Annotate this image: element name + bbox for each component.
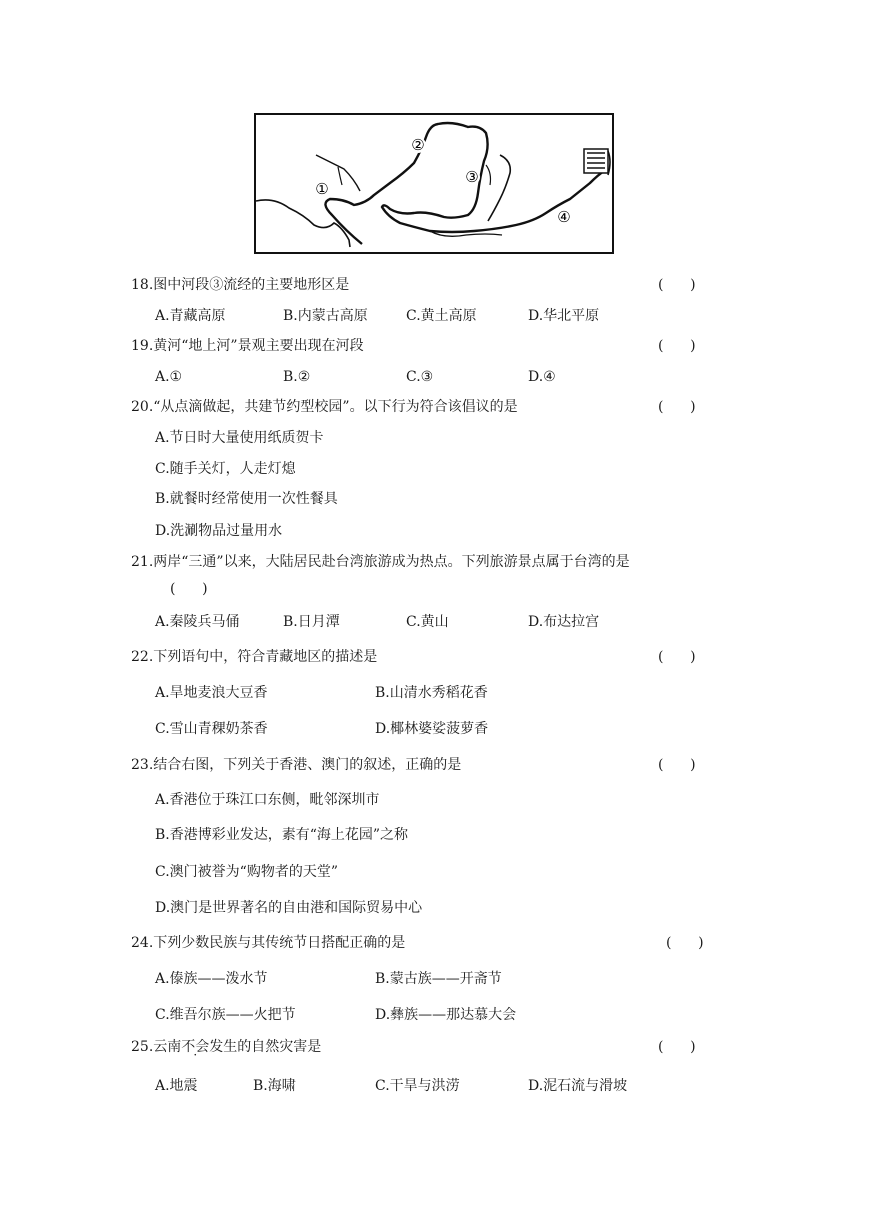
question-20-stem: 20.“从点滴做起，共建节约型校园”。以下行为符合该倡议的是 <box>131 399 518 415</box>
question-21-option-c: C.黄山 <box>406 614 449 630</box>
marker-1: ① <box>315 180 329 198</box>
question-22-option-a: A.旱地麦浪大豆香 <box>155 685 268 701</box>
question-24-option-c: C.维吾尔族——火把节 <box>155 1007 296 1023</box>
question-21-stem: 21.两岸“三通”以来，大陆居民赴台湾旅游成为热点。下列旅游景点属于台湾的是 <box>131 554 630 570</box>
question-24-stem: 24.下列少数民族与其传统节日搭配正确的是 <box>131 935 406 951</box>
question-24-answer-blank[interactable]: ( ) <box>666 935 704 951</box>
question-25-stem-a: 25.云南 <box>131 1039 182 1055</box>
question-18-option-b: B.内蒙古高原 <box>283 308 368 324</box>
marker-2: ② <box>411 136 425 154</box>
question-25-answer-blank[interactable]: ( ) <box>658 1039 696 1055</box>
question-25-option-d: D.泥石流与滑坡 <box>528 1078 628 1094</box>
question-20-option-a: A.节日时大量使用纸质贺卡 <box>155 430 324 446</box>
question-24-option-d: D.彝族——那达慕大会 <box>375 1007 517 1023</box>
question-20-option-b: B.就餐时经常使用一次性餐具 <box>155 491 338 507</box>
question-19-option-b: B.② <box>283 369 311 385</box>
question-22-answer-blank[interactable]: ( ) <box>658 649 696 665</box>
question-23-option-c: C.澳门被誉为“购物者的天堂” <box>155 864 338 880</box>
question-25-option-a: A.地震 <box>155 1078 198 1094</box>
question-25-stem <box>131 1038 321 1056</box>
question-22-option-c: C.雪山青稞奶茶香 <box>155 721 268 737</box>
marker-3: ③ <box>465 168 479 186</box>
question-18-option-d: D.华北平原 <box>528 308 600 324</box>
question-19-option-d: D.④ <box>528 369 556 385</box>
question-25-stem-c: 发生的自然灾害是 <box>209 1039 322 1055</box>
yellow-river-map <box>254 113 614 254</box>
question-22-option-d: D.椰林婆娑菠萝香 <box>375 721 489 737</box>
question-20-option-d: D.洗涮物品过量用水 <box>155 523 283 539</box>
question-18-option-a: A.青藏高原 <box>155 308 226 324</box>
question-23-option-d: D.澳门是世界著名的自由港和国际贸易中心 <box>155 900 423 916</box>
yellow-river-map-svg <box>254 113 614 254</box>
question-19-stem: 19.黄河“地上河”景观主要出现在河段 <box>131 338 364 354</box>
question-25-emphasis: 不会 <box>181 1039 210 1055</box>
question-18-option-c: C.黄土高原 <box>406 308 477 324</box>
question-23-answer-blank[interactable]: ( ) <box>658 757 696 773</box>
question-21-option-b: B.日月潭 <box>283 614 340 630</box>
question-19-option-a: A.① <box>155 369 183 385</box>
question-19-option-c: C.③ <box>406 369 434 385</box>
question-20-option-c: C.随手关灯，人走灯熄 <box>155 461 296 477</box>
question-25-option-c: C.干旱与洪涝 <box>375 1078 460 1094</box>
question-24-option-a: A.傣族——泼水节 <box>155 971 268 987</box>
question-19-answer-blank[interactable]: ( ) <box>658 338 696 354</box>
question-21-option-d: D.布达拉宫 <box>528 614 600 630</box>
question-23-option-b: B.香港博彩业发达，素有“海上花园”之称 <box>155 827 409 843</box>
question-21-option-a: A.秦陵兵马俑 <box>155 614 240 630</box>
question-23-option-a: A.香港位于珠江口东侧，毗邻深圳市 <box>155 792 380 808</box>
question-20-answer-blank[interactable]: ( ) <box>658 399 696 415</box>
marker-4: ④ <box>557 208 571 226</box>
question-21-answer-blank[interactable]: ( ) <box>170 581 208 597</box>
question-22-option-b: B.山清水秀稻花香 <box>375 685 488 701</box>
question-24-option-b: B.蒙古族——开斋节 <box>375 971 502 987</box>
question-22-stem: 22.下列语句中，符合青藏地区的描述是 <box>131 649 378 665</box>
question-18-answer-blank[interactable]: ( ) <box>658 277 696 293</box>
question-25-option-b: B.海啸 <box>253 1078 296 1094</box>
question-23-stem: 23.结合右图，下列关于香港、澳门的叙述，正确的是 <box>131 757 462 773</box>
question-18-stem: 18.图中河段③流经的主要地形区是 <box>131 277 350 293</box>
